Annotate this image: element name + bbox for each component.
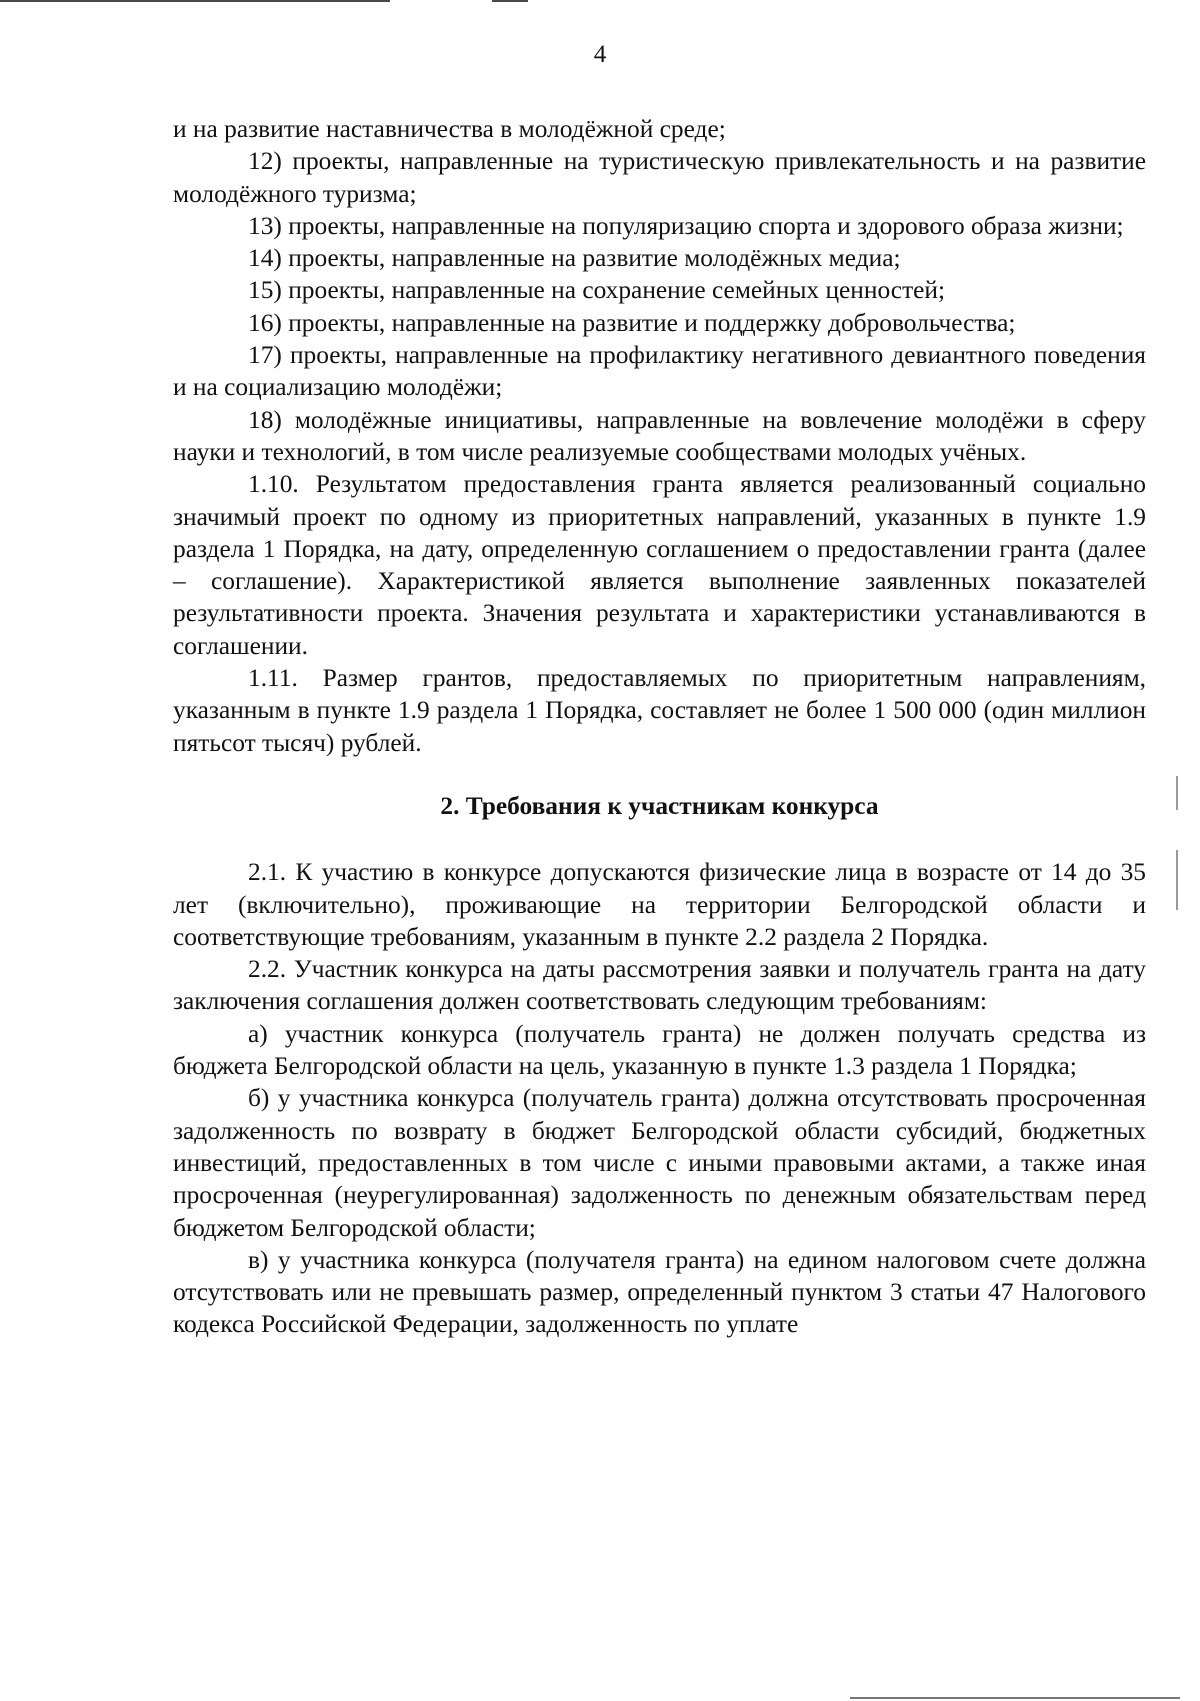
section-heading: 2. Требования к участникам конкурса <box>440 791 879 820</box>
scan-artifact-right-edge-lower <box>1176 850 1178 910</box>
list-item-17: 17) проекты, направленные на профилактику негативного девиантного поведения и на социализацию молодёжи; <box>173 341 1146 402</box>
list-item-16: 16) проекты, направленные на развитие и поддержку добровольчества; <box>248 308 1016 337</box>
list-item-15: 15) проекты, направленные на сохранение семейных ценностей; <box>248 276 946 305</box>
scan-artifact-top-short <box>492 0 528 2</box>
clause-2-1: 2.1. К участию в конкурсе допускаются физические лица в возрасте от 14 до 35 лет (включительно), проживающие на территории Белгородской области и соответствующие требованиям, указанным в пункте 2.2 раздела 2 Порядка. <box>173 858 1146 951</box>
scan-artifact-right-edge <box>1176 776 1178 810</box>
paragraph-continuation: и на развитие наставничества в молодёжной среде; <box>173 115 726 143</box>
list-item-14: 14) проекты, направленные на развитие молодёжных медиа; <box>248 244 901 273</box>
list-item-13: 13) проекты, направленные на популяризацию спорта и здорового образа жизни; <box>248 211 1124 240</box>
requirement-b: б) у участника конкурса (получатель гранта) должна отсутствовать просроченная задолженность по возврату в бюджет Белгородской области субсидий, бюджетных инвестиций, предоставленных в том числе с иными правовыми актами, а также иная просроченная (неурегулированная) задолженность по денежным обязательствам перед бюджетом Белгородской области; <box>173 1084 1146 1242</box>
page-number: 4 <box>593 41 607 68</box>
scan-artifact-top <box>0 0 390 2</box>
document-body <box>173 113 1146 1341</box>
clause-1-10: 1.10. Результатом предоставления гранта является реализованный социально значимый проект по одному из приоритетных направлений, указанных в пункте 1.9 раздела 1 Порядка, на дату, определенную соглашением о предоставлении гранта (далее – соглашение). Характеристикой является выполнение заявленных показателей результативности проекта. Значения результата и характеристики устанавливаются в соглашении. <box>173 470 1146 660</box>
requirement-v: в) у участника конкурса (получателя гранта) на едином налоговом счете должна отсутствовать или не превышать размер, определенный пунктом 3 статьи 47 Налогового кодекса Российской Федерации, задолженность по уплате <box>173 1245 1146 1339</box>
clause-2-2: 2.2. Участник конкурса на даты рассмотрения заявки и получатель гранта на дату заключения соглашения должен соответствовать следующим требованиям: <box>173 955 1146 1016</box>
list-item-12: 12) проекты, направленные на туристическую привлекательность и на развитие молодёжного туризма; <box>173 147 1146 208</box>
scan-artifact-bottom <box>850 1697 1180 1699</box>
requirement-a: а) участник конкурса (получатель гранта) не должен получать средства из бюджета Белгородской области на цель, указанную в пункте 1.3 раздела 1 Порядка; <box>173 1019 1146 1081</box>
list-item-18: 18) молодёжные инициативы, направленные на вовлечение молодёжи в сферу науки и технологий, в том числе реализуемые сообществами молодых учёных. <box>173 405 1146 466</box>
clause-1-11: 1.11. Размер грантов, предоставляемых по приоритетным направлениям, указанным в пункте 1.9 раздела 1 Порядка, составляет не более 1 500 000 (один миллион пятьсот тысяч) рублей. <box>173 664 1146 757</box>
